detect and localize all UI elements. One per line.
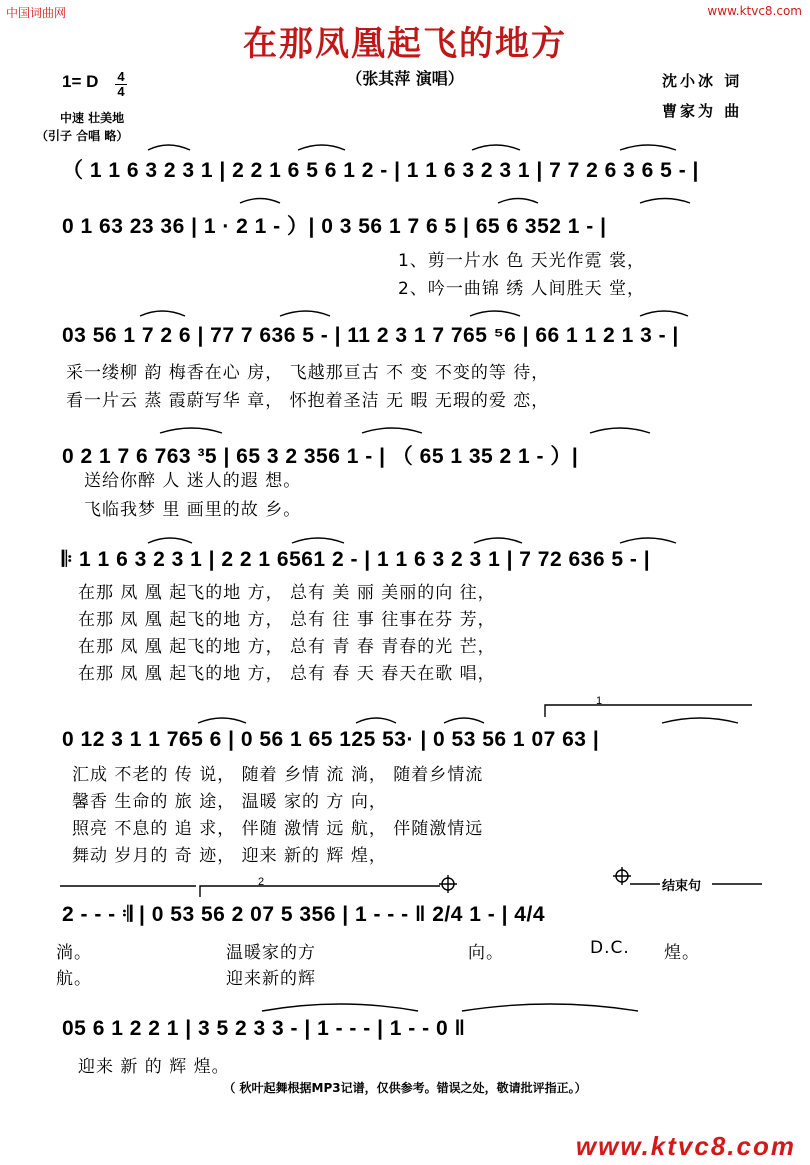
lyricist-credit: 沈小冰 词 xyxy=(662,72,743,90)
lyric-line: 迎来 新 的 辉 煌。 xyxy=(78,1057,230,1077)
tie-mark xyxy=(662,718,738,723)
time-signature xyxy=(114,70,128,99)
tie-mark xyxy=(620,538,676,543)
lyric-word: D.C. xyxy=(590,938,630,958)
lyric-word: 迎来新的辉 xyxy=(226,969,316,989)
lyric-line: 舞动 岁月的 奇 迹， 迎来 新的 辉 煌， xyxy=(72,846,387,866)
lyric-word: 向。 xyxy=(468,943,504,963)
lyric-line: 2、吟一曲锦 绣 人间胜天 堂， xyxy=(398,279,646,299)
lyric-line: 在那 凤 凰 起飞的地 方， 总有 往 事 往事在芬 芳， xyxy=(78,610,496,630)
tie-mark xyxy=(240,199,280,204)
lyric-line: 看一片云 蒸 霞蔚写华 章， 怀抱着圣洁 无 暇 无瑕的爱 恋， xyxy=(66,391,550,411)
tie-mark xyxy=(444,718,484,723)
notation-line: 03 56 1 7 2 6 | 77 7 636 5 - | 11 2 3 1 7 765 ⁵6 | 66 1 1 2 1 3 - | xyxy=(62,324,679,347)
tie-mark xyxy=(590,428,650,433)
notation-line: 0 2 1 7 6 763 ³5 | 65 3 2 356 1 - | （ 65 1 35 2 1 - ）| xyxy=(62,445,579,468)
volta-first-bracket xyxy=(545,705,752,717)
tie-mark xyxy=(292,538,344,543)
tie-mark xyxy=(262,1004,418,1011)
tie-mark xyxy=(160,428,222,433)
lyric-word: 煌。 xyxy=(664,943,700,963)
notation-line: 𝄆 1 1 6 3 2 3 1 | 2 2 1 6561 2 - | 1 1 6 3 2 3 1 | 7 72 636 5 - | xyxy=(62,548,651,571)
tie-mark xyxy=(148,145,190,150)
tie-mark xyxy=(620,145,676,150)
key-signature: 1= D xyxy=(62,72,99,91)
composer-credit: 曹家为 曲 xyxy=(662,102,743,120)
lyric-line: 1、剪一片水 色 天光作霓 裳， xyxy=(398,251,646,271)
tie-mark xyxy=(472,145,520,150)
tie-mark xyxy=(462,1004,638,1011)
time-sig-bottom: 4 xyxy=(117,84,125,99)
tie-mark xyxy=(140,311,185,316)
site-watermark-bottom: www.ktvc8.com xyxy=(575,1131,796,1161)
footnote: （ 秋叶起舞根据MP3记谱，仅供参考。错误之处，敬请批评指正。） xyxy=(223,1081,587,1095)
lyric-line: 在那 凤 凰 起飞的地 方， 总有 美 丽 美丽的向 往， xyxy=(78,583,496,603)
time-sig-top: 4 xyxy=(117,69,125,84)
lyric-line: 馨香 生命的 旅 途， 温暖 家的 方 向， xyxy=(72,792,387,812)
notation-line: 0 1 63 23 36 | 1 · 2 1 - ）| 0 3 56 1 7 6 5 | 65 6 352 1 - | xyxy=(62,215,607,238)
tempo-marking: 中速 壮美地 xyxy=(60,111,125,125)
lyric-word: 淌。 xyxy=(56,943,92,963)
tie-mark xyxy=(356,718,396,723)
tie-mark xyxy=(640,311,688,316)
lyric-word: 航。 xyxy=(56,969,92,989)
notation-line: 2 - - - 𝄇 | 0 53 56 2 07 5 356 | 1 - - - ‖ 2/4 1 - | 4/4 xyxy=(62,903,545,926)
tie-mark xyxy=(198,718,246,723)
site-watermark-left: 中国词曲网 xyxy=(6,6,67,20)
tie-mark xyxy=(474,538,522,543)
notation-line: 05 6 1 2 2 1 | 3 5 2 3 3 - | 1 - - - | 1 - - 0 ‖ xyxy=(62,1017,466,1040)
tie-mark xyxy=(148,538,192,543)
volta-number: 2 xyxy=(258,876,265,888)
lyric-line: 采一缕柳 韵 梅香在心 房， 飞越那亘古 不 变 不变的等 待， xyxy=(66,363,550,383)
lyric-line: 照亮 不息的 追 求， 伴随 激情 远 航， 伴随激情远 xyxy=(72,819,484,839)
tie-mark xyxy=(280,311,330,316)
tie-mark xyxy=(362,428,422,433)
lyric-line: 在那 凤 凰 起飞的地 方， 总有 春 天 春天在歌 唱， xyxy=(78,664,496,684)
song-title: 在那凤凰起飞的地方 xyxy=(243,24,567,64)
lyric-line: 飞临我梦 里 画里的故 乡。 xyxy=(84,500,302,520)
tie-mark xyxy=(640,199,690,204)
lyric-line: 送给你醉 人 迷人的遐 想。 xyxy=(84,471,302,491)
lyric-word: 温暖家的方 xyxy=(226,943,316,963)
tie-mark xyxy=(498,199,538,204)
intro-note: （引子 合唱 略） xyxy=(36,129,129,143)
notation-line: 0 12 3 1 1 765 6 | 0 56 1 65 125 53· | 0 53 56 1 07 63 | xyxy=(62,728,600,751)
volta-number: 1 xyxy=(596,695,603,707)
singer-credit: （张其萍 演唱） xyxy=(346,69,464,88)
tie-mark xyxy=(470,311,520,316)
notation-line: （ 1 1 6 3 2 3 1 | 2 2 1 6 5 6 1 2 - | 1 1 6 3 2 3 1 | 7 7 2 6 3 6 5 - | xyxy=(62,159,699,182)
coda-label: 结束句 xyxy=(662,879,702,894)
tie-mark xyxy=(298,145,345,150)
volta-second-bracket xyxy=(200,886,440,897)
site-watermark-right: www.ktvc8.com xyxy=(707,4,802,18)
lyric-line: 汇成 不老的 传 说， 随着 乡情 流 淌， 随着乡情流 xyxy=(72,765,484,785)
lyric-line: 在那 凤 凰 起飞的地 方， 总有 青 春 青春的光 芒， xyxy=(78,637,496,657)
